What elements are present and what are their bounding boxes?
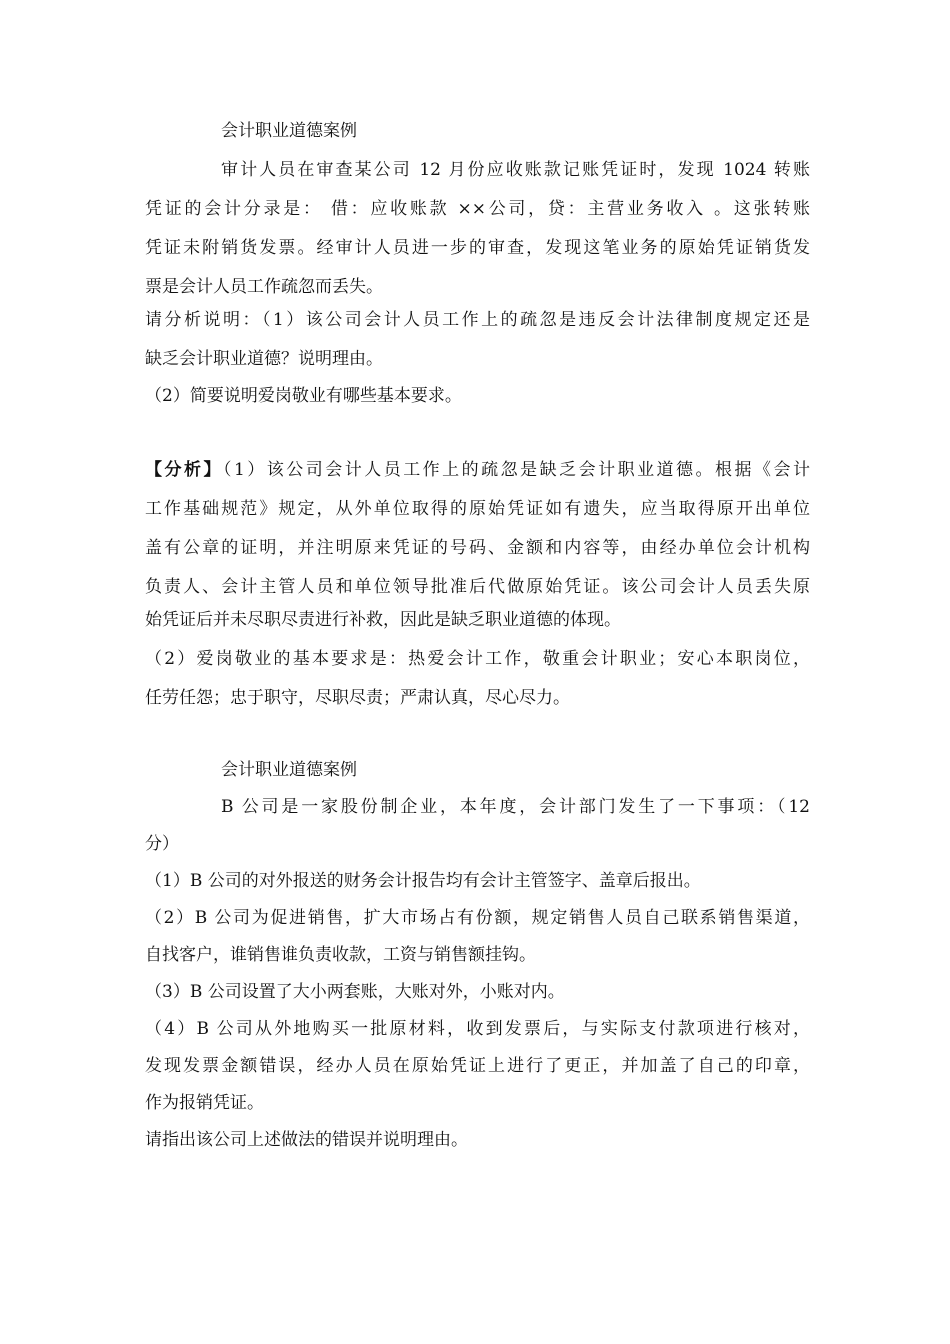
case2-item1-line1: （1）B 公司的对外报送的财务会计报告均有会计主管签字、盖章后报出。 [145,871,701,891]
case2-intro-line1: B 公司是一家股份制企业，本年度，会计部门发生了一下事项：（12 [221,797,810,817]
case1-para1-line3: 凭证未附销货发票。经审计人员进一步的审查，发现这笔业务的原始凭证销货发 [145,238,810,258]
case1-analysis2-line1: （2）爱岗敬业的基本要求是：热爱会计工作，敬重会计职业；安心本职岗位， [145,649,810,669]
case1-analysis1-line4: 负责人、会计主管人员和单位领导批准后代做原始凭证。该公司会计人员丢失原 [145,577,810,597]
case1-question2: （2）简要说明爱岗敬业有哪些基本要求。 [145,386,462,406]
case2-item4-line1: （4）B 公司从外地购买一批原材料，收到发票后，与实际支付款项进行核对， [145,1019,810,1039]
case1-analysis1-line2: 工作基础规范》规定，从外单位取得的原始凭证如有遗失，应当取得原开出单位 [145,499,810,519]
case1-para1-line1: 审计人员在审查某公司 12 月份应收账款记账凭证时，发现 1024 转账 [221,160,810,180]
case1-title: 会计职业道德案例 [221,121,357,141]
case2-question: 请指出该公司上述做法的错误并说明理由。 [145,1130,468,1150]
case1-question1-line2: 缺乏会计职业道德？说明理由。 [145,349,383,369]
case1-analysis1-line5: 始凭证后并未尽职尽责进行补救，因此是缺乏职业道德的体现。 [145,610,621,630]
analysis-label: 【分析】 [145,460,223,480]
case2-item2-line2: 自找客户，谁销售谁负责收款，工资与销售额挂钩。 [145,945,536,965]
case1-analysis2-line2: 任劳任怨；忠于职守，尽职尽责；严肃认真，尽心尽力。 [145,688,570,708]
case1-para1-line2: 凭证的会计分录是： 借：应收账款 ××公司，贷：主营业务收入 。这张转账 [145,199,810,219]
case2-title: 会计职业道德案例 [221,760,357,780]
case1-question1-line1: 请分析说明：（1）该公司会计人员工作上的疏忽是违反会计法律制度规定还是 [145,310,810,330]
case2-item2-line1: （2）B 公司为促进销售，扩大市场占有份额，规定销售人员自己联系销售渠道， [145,908,810,928]
case2-item4-line2: 发现发票金额错误，经办人员在原始凭证上进行了更正，并加盖了自己的印章， [145,1056,810,1076]
analysis1-line1-text: （1）该公司会计人员工作上的疏忽是缺乏会计职业道德。根据《会计 [222,460,810,480]
case1-analysis1-line1 [145,455,810,485]
case2-item4-line3: 作为报销凭证。 [145,1093,264,1113]
case1-analysis1-line3: 盖有公章的证明，并注明原来凭证的号码、金额和内容等，由经办单位会计机构 [145,538,810,558]
case2-intro-line2: 分） [145,834,179,854]
case1-para1-line4: 票是会计人员工作疏忽而丢失。 [145,277,383,297]
case2-item3-line1: （3）B 公司设置了大小两套账，大账对外，小账对内。 [145,982,565,1002]
